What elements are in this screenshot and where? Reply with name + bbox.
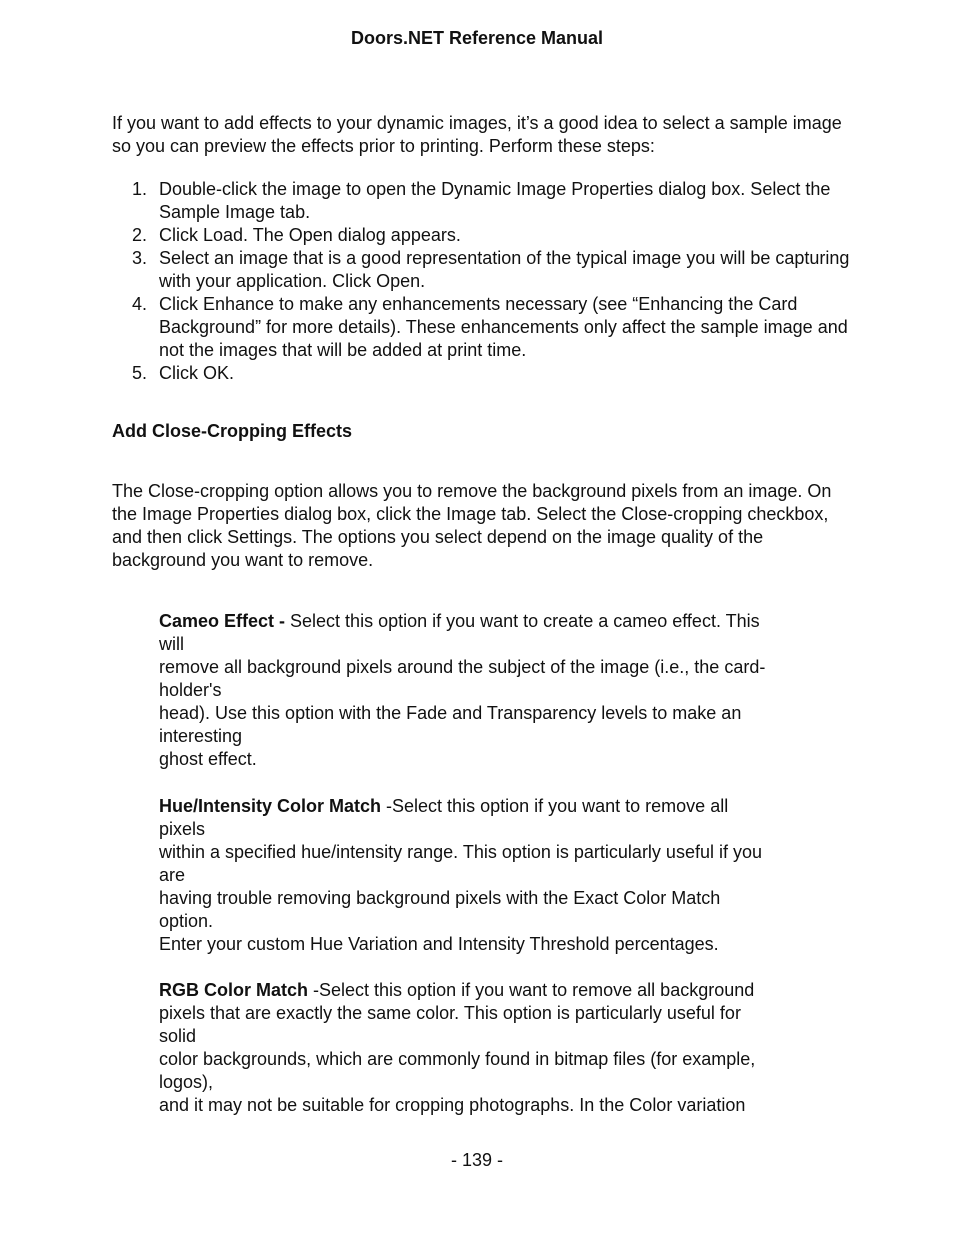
section-paragraph: The Close-cropping option allows you to remove the background pixels from an image. On the Image Properties dialog box, click the Image tab. Select the Close-cropping checkbox, and then click Settings. The options you select depend on the image quality of the background you want to remove.	[112, 481, 832, 570]
step-text: Select an image that is a good representation of the typical image you will be capturing with your application. Click Open.	[159, 248, 850, 291]
option-line: remove all background pixels around the subject of the image (i.e., the card-	[159, 657, 766, 677]
section-heading: Add Close-Cropping Effects	[112, 421, 353, 441]
step-number: 3.	[132, 248, 148, 268]
step-text: Click Load. The Open dialog appears.	[159, 225, 461, 245]
step-item	[112, 178, 852, 224]
step-text: Double-click the image to open the Dynamic Image Properties dialog box. Select the Sample Image tab.	[159, 179, 831, 222]
option-line: Enter your custom Hue Variation and Intensity Threshold percentages.	[159, 934, 719, 954]
option-line: having trouble removing background pixels with the Exact Color Match	[159, 888, 721, 908]
option-line: logos),	[159, 1072, 214, 1092]
step-number: 1.	[132, 179, 148, 199]
option-line: will	[159, 634, 184, 654]
option-line: holder's	[159, 680, 222, 700]
step-number: 4.	[132, 294, 148, 314]
option-label: RGB Color Match	[159, 980, 309, 1000]
option-text: Select this option if you want to create a cameo effect. This	[285, 611, 760, 631]
step-number: 2.	[132, 225, 148, 245]
steps-list	[112, 178, 852, 385]
option-cameo-effect	[159, 610, 819, 771]
step-item	[112, 362, 852, 385]
option-text: -Select this option if you want to remove all	[381, 796, 729, 816]
option-label: Cameo Effect -	[159, 611, 286, 631]
option-label: Hue/Intensity Color Match	[159, 796, 382, 816]
step-item	[112, 247, 852, 293]
intro-paragraph: If you want to add effects to your dynamic images, it’s a good idea to select a sample image so you can preview the effects prior to printing. Perform these steps:	[112, 113, 842, 156]
option-line: color backgrounds, which are commonly found in bitmap files (for example,	[159, 1049, 756, 1069]
option-line	[159, 979, 819, 1002]
step-item	[112, 224, 852, 247]
option-line: interesting	[159, 726, 243, 746]
option-line: and it may not be suitable for cropping photographs. In the Color variation	[159, 1095, 746, 1115]
option-line: option.	[159, 911, 214, 931]
option-line: pixels that are exactly the same color. This option is particularly useful for	[159, 1003, 741, 1023]
step-text: Click Enhance to make any enhancements necessary (see “Enhancing the Card Background” for more details). These enhancements only affect the sample image and not the images that will be added at print time.	[159, 294, 848, 360]
option-line: solid	[159, 1026, 197, 1046]
step-text: Click OK.	[159, 363, 235, 383]
option-line: within a specified hue/intensity range. This option is particularly useful if you	[159, 842, 762, 862]
option-hue-intensity	[159, 795, 819, 956]
option-line: are	[159, 865, 186, 885]
step-item	[112, 293, 852, 362]
option-line: pixels	[159, 819, 206, 839]
option-line	[159, 610, 819, 633]
option-text: -Select this option if you want to remove all background	[308, 980, 755, 1000]
option-line	[159, 795, 819, 818]
option-line: ghost effect.	[159, 749, 257, 769]
page-number: - 139 -	[450, 1150, 504, 1170]
option-line: head). Use this option with the Fade and Transparency levels to make an	[159, 703, 742, 723]
option-rgb-color-match	[159, 979, 819, 1117]
page-header-title: Doors.NET Reference Manual	[350, 28, 604, 48]
step-number: 5.	[132, 363, 148, 383]
